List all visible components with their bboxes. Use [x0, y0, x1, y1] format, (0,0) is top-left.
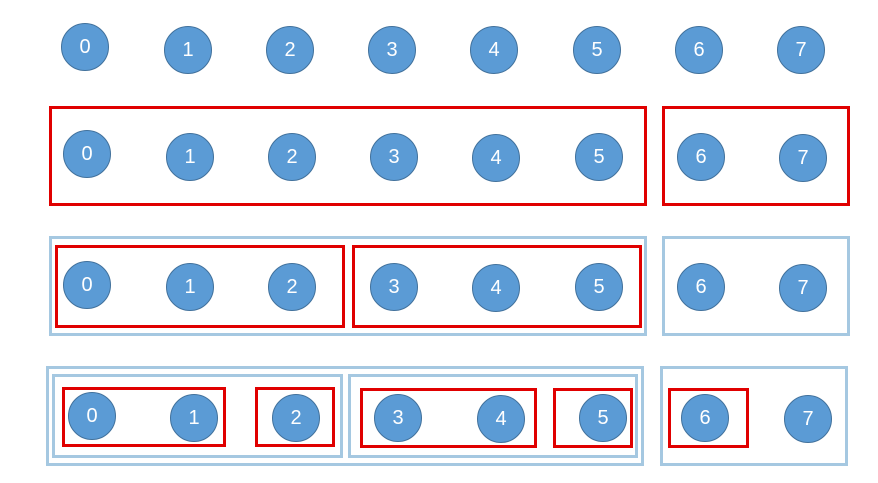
- node-r4-2: 2: [272, 394, 320, 442]
- node-r3-4: 4: [472, 264, 520, 312]
- node-r1-3: 3: [368, 26, 416, 74]
- node-r2-3: 3: [370, 133, 418, 181]
- node-r2-4: 4: [472, 134, 520, 182]
- node-r4-1: 1: [170, 394, 218, 442]
- node-r1-2: 2: [266, 26, 314, 74]
- node-r1-1: 1: [164, 26, 212, 74]
- node-r4-4: 4: [477, 395, 525, 443]
- node-r3-6: 6: [677, 263, 725, 311]
- node-r1-5: 5: [573, 26, 621, 74]
- node-r2-2: 2: [268, 133, 316, 181]
- node-r1-4: 4: [470, 26, 518, 74]
- node-r2-1: 1: [166, 133, 214, 181]
- node-r3-1: 1: [166, 263, 214, 311]
- node-r1-7: 7: [777, 26, 825, 74]
- node-r3-7: 7: [779, 264, 827, 312]
- node-r4-3: 3: [374, 394, 422, 442]
- node-r2-6: 6: [677, 133, 725, 181]
- node-r2-5: 5: [575, 133, 623, 181]
- node-r1-6: 6: [675, 26, 723, 74]
- node-r3-0: 0: [63, 261, 111, 309]
- node-r3-3: 3: [370, 263, 418, 311]
- node-r1-0: 0: [61, 23, 109, 71]
- node-r3-5: 5: [575, 263, 623, 311]
- node-r4-6: 6: [681, 394, 729, 442]
- highlight-box-r2-a: [49, 106, 647, 206]
- node-r4-0: 0: [68, 392, 116, 440]
- node-r3-2: 2: [268, 263, 316, 311]
- node-r4-7: 7: [784, 395, 832, 443]
- node-r4-5: 5: [579, 394, 627, 442]
- node-r2-0: 0: [63, 130, 111, 178]
- node-r2-7: 7: [779, 134, 827, 182]
